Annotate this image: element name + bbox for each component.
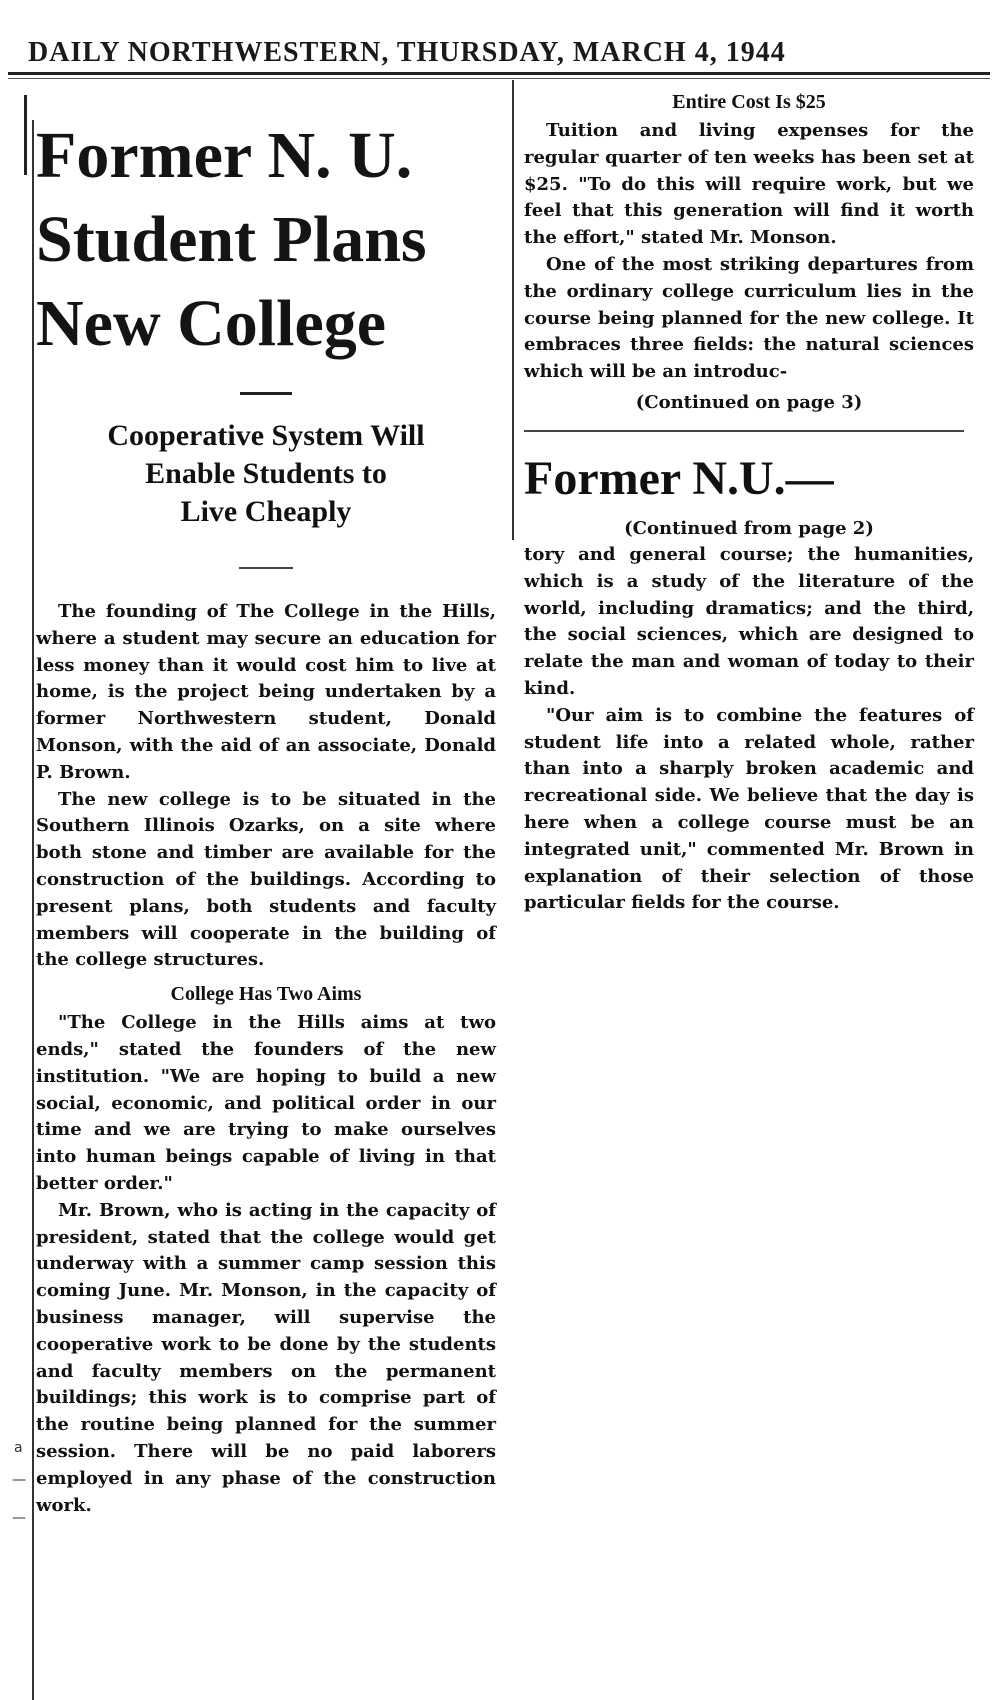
masthead: DAILY NORTHWESTERN, THURSDAY, MARCH 4, 1944 (28, 37, 786, 68)
subhead: College Has Two Aims (170, 983, 362, 1006)
headline-line: Student Plans (36, 203, 427, 276)
deck-rule (239, 567, 293, 569)
article-paragraph: tory and general course; the humanities, which is a study of the literature of the world, including dramatics; and the third, the social sciences, which are designed to relate the man and woman of today to their kind. (524, 543, 974, 699)
deck-line: Cooperative System Will (107, 419, 425, 452)
headline-line: New College (36, 287, 387, 360)
article-paragraph: One of the most striking departures from the ordinary college curriculum lies in the course being planned for the new college. It embraces three fields: the natural sciences which will be an introduc- (524, 253, 974, 383)
column-divider (512, 80, 514, 540)
article-paragraph: Tuition and living expenses for the regular quarter of ten weeks has been set at $25. "To do this will require work, but we feel that this generation will find it worth the effort," stated Mr. Monson. (524, 120, 974, 249)
article-paragraph: The founding of The College in the Hills, where a student may secure an education for less money than it would cost him to live at home, is the project being undertaken by a former Northwestern student, Donald Monson, with the aid of an associate, Donald P. Brown. (36, 601, 496, 783)
article-paragraph: "The College in the Hills aims at two ends," stated the founders of the new institution. "We are hoping to build a new social, economic, and political order in our time and we are trying to make ourselves into human beings capable of living in that better order." (36, 1012, 496, 1194)
deck-line: Enable Students to (145, 457, 387, 490)
jump-headline: Former N.U.— (524, 451, 834, 505)
margin-mark: a (14, 1440, 23, 1456)
continued-on-note: (Continued on page 3) (635, 391, 863, 413)
article-paragraph: The new college is to be situated in the Southern Illinois Ozarks, on a site where both stone and timber are available for the construction of the buildings. According to present plans, both students and faculty members will cooperate in the building of the college structures. (36, 788, 496, 971)
margin-bar (24, 95, 27, 175)
masthead-rule (8, 72, 990, 75)
headline-line: Former N. U. (36, 119, 413, 192)
right-column (524, 88, 974, 917)
article-paragraph: Mr. Brown, who is acting in the capacity of president, stated that the college would get underway with a summer camp session this coming June. Mr. Monson, in the capacity of business manager, will supervise the cooperative work to be done by the students and faculty members on the permanent buildings; this work is to comprise part of the routine being planned for the summer session. There will be no paid laborers employed in any phase of the construction work. (36, 1199, 496, 1516)
continued-from-note: (Continued from page 2) (624, 517, 874, 539)
margin-mark: — (12, 1472, 26, 1488)
continuation-rule (524, 430, 964, 432)
deck-line: Live Cheaply (180, 495, 352, 528)
masthead-rule-thin (8, 78, 990, 79)
margin-mark: — (12, 1510, 26, 1526)
subhead: Entire Cost Is $25 (672, 91, 826, 113)
deck-headline (36, 417, 496, 531)
article-paragraph: "Our aim is to combine the features of student life into a related whole, rather than into a sharply broken academic and recreational side. We believe that the day is here when a college course must be an integrated unit," commented Mr. Brown in explanation of their selection of those particular fields for the course. (524, 704, 974, 914)
margin-line (32, 120, 34, 1700)
headline-rule (240, 392, 292, 395)
left-column (36, 100, 496, 1519)
headline (36, 114, 496, 366)
